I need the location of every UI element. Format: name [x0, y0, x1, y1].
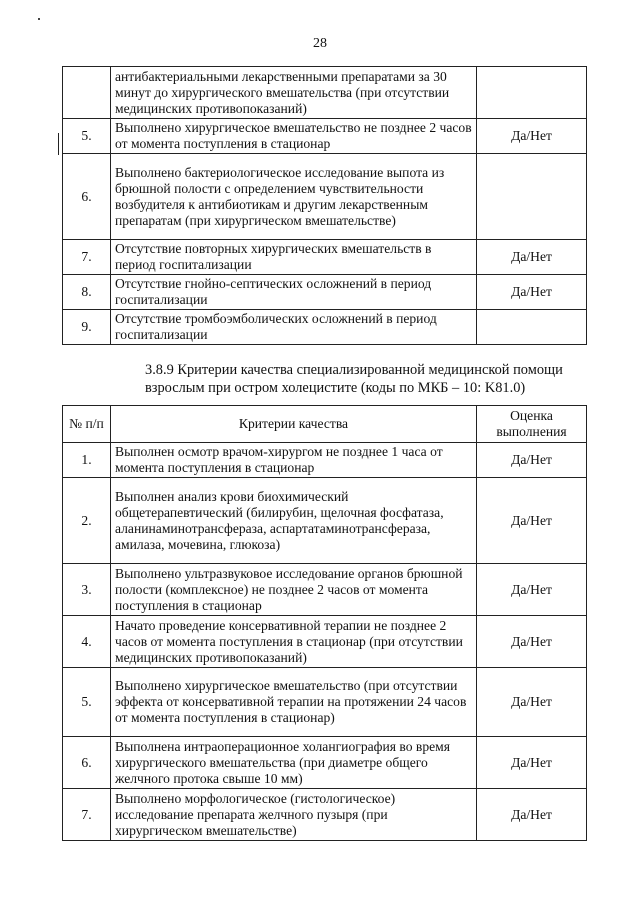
cell-criterion: Отсутствие повторных хирургических вмешательств в период госпитализации — [111, 240, 477, 275]
criteria-table-continued — [62, 66, 587, 345]
cell-criterion: антибактериальными лекарственными препаратами за 30 минут до хирургического вмешательства (при отсутствии медицинских противопоказаний) — [111, 67, 477, 119]
cell-result — [477, 67, 587, 119]
cell-criterion: Выполнен осмотр врачом-хирургом не позднее 1 часа от момента поступления в стационар — [111, 443, 477, 478]
cell-num: 2. — [63, 478, 111, 564]
cell-result: Да/Нет — [477, 564, 587, 616]
cell-result — [477, 310, 587, 345]
scan-speck — [38, 18, 40, 20]
table-row — [63, 443, 587, 478]
cell-num: 4. — [63, 616, 111, 668]
criteria-table-cholecystitis — [62, 405, 587, 841]
cell-num: 7. — [63, 789, 111, 841]
table-row — [63, 616, 587, 668]
cell-result: Да/Нет — [477, 616, 587, 668]
page-number: 28 — [313, 36, 327, 51]
cell-criterion: Отсутствие тромбоэмболических осложнений в период госпитализации — [111, 310, 477, 345]
table-row — [63, 737, 587, 789]
cell-criterion: Выполнена интраоперационное холангиография во время хирургического вмешательства (при диаметре общего желчного протока свыше 10 мм) — [111, 737, 477, 789]
cell-criterion: Выполнено ультразвуковое исследование органов брюшной полости (комплексное) не позднее 2 часов от момента поступления в стационар — [111, 564, 477, 616]
table-row — [63, 119, 587, 154]
table-header-row — [63, 406, 587, 443]
cell-num: 6. — [63, 737, 111, 789]
cell-num: 3. — [63, 564, 111, 616]
margin-mark — [58, 133, 59, 155]
table-row — [63, 154, 587, 240]
table-row — [63, 668, 587, 737]
cell-num: 5. — [63, 668, 111, 737]
cell-criterion: Отсутствие гнойно-септических осложнений в период госпитализации — [111, 275, 477, 310]
cell-criterion: Выполнено бактериологическое исследование выпота из брюшной полости с определением чувствительности возбудителя к антибиотикам и другим лекарственным препаратам (при хирургическом вмешательстве) — [111, 154, 477, 240]
cell-result: Да/Нет — [477, 789, 587, 841]
header-criterion: Критерии качества — [111, 406, 477, 443]
table-row — [63, 67, 587, 119]
cell-criterion: Выполнен анализ крови биохимический общетерапевтический (билирубин, щелочная фосфатаза, аланинаминотрансфераза, аспартатаминотрансфераза, амилаза, мочевина, глюкоза) — [111, 478, 477, 564]
table-row — [63, 564, 587, 616]
cell-result: Да/Нет — [477, 668, 587, 737]
cell-num: 6. — [63, 154, 111, 240]
cell-result: Да/Нет — [477, 443, 587, 478]
cell-result — [477, 154, 587, 240]
cell-num: 7. — [63, 240, 111, 275]
cell-result: Да/Нет — [477, 478, 587, 564]
cell-criterion: Начато проведение консервативной терапии не позднее 2 часов от момента поступления в стационар (при отсутствии медицинских противопоказаний) — [111, 616, 477, 668]
cell-num: 5. — [63, 119, 111, 154]
cell-criterion: Выполнено хирургическое вмешательство не позднее 2 часов от момента поступления в стационар — [111, 119, 477, 154]
cell-result: Да/Нет — [477, 119, 587, 154]
cell-criterion: Выполнено морфологическое (гистологическое) исследование препарата желчного пузыря (при хирургическом вмешательстве) — [111, 789, 477, 841]
table-row — [63, 789, 587, 841]
cell-result: Да/Нет — [477, 275, 587, 310]
cell-num: 9. — [63, 310, 111, 345]
header-num: № п/п — [63, 406, 111, 443]
cell-num — [63, 67, 111, 119]
section-heading: 3.8.9 Критерии качества специализированной медицинской помощи взрослым при остром холецистите (коды по МКБ – 10: K81.0) — [145, 362, 563, 396]
cell-result: Да/Нет — [477, 737, 587, 789]
table-row — [63, 310, 587, 345]
cell-result: Да/Нет — [477, 240, 587, 275]
table-row — [63, 240, 587, 275]
table-row — [63, 275, 587, 310]
header-result: Оценка выполнения — [477, 406, 587, 443]
cell-criterion: Выполнено хирургическое вмешательство (при отсутствии эффекта от консервативной терапии на протяжении 24 часов от момента поступления в стационар) — [111, 668, 477, 737]
cell-num: 8. — [63, 275, 111, 310]
cell-num: 1. — [63, 443, 111, 478]
table-row — [63, 478, 587, 564]
